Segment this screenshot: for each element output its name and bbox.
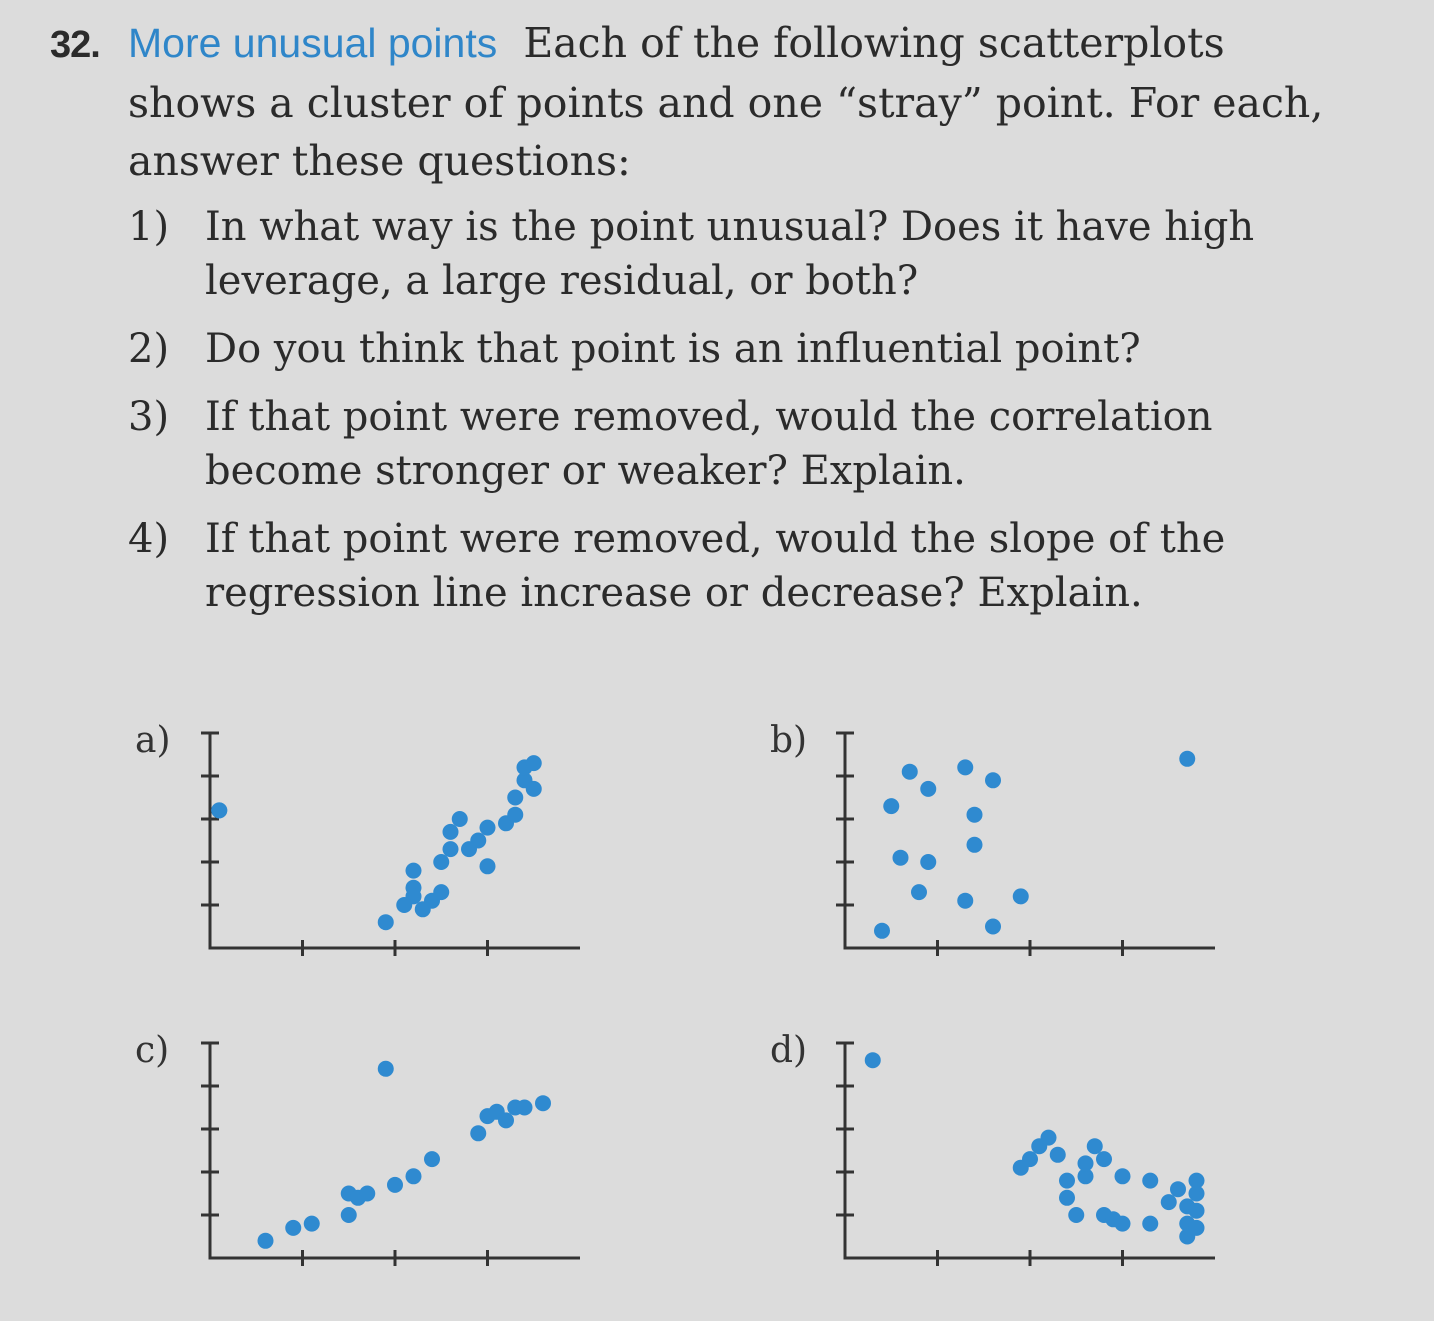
data-point	[304, 1216, 320, 1232]
data-point	[470, 1125, 486, 1141]
data-point	[1068, 1207, 1084, 1223]
data-point	[1189, 1220, 1205, 1236]
data-point	[507, 790, 523, 806]
axes	[845, 733, 1215, 948]
question-text: If that point were removed, would the slope of the regression line increase or decrease? Explain.	[205, 516, 1226, 616]
data-point	[396, 897, 412, 913]
axes	[845, 1043, 1215, 1258]
question-number: 2)	[128, 326, 170, 372]
data-point	[443, 841, 459, 857]
data-point	[985, 919, 1001, 935]
data-point	[507, 807, 523, 823]
data-point	[1041, 1130, 1057, 1146]
data-point	[985, 772, 1001, 788]
data-point	[341, 1207, 357, 1223]
data-point	[1161, 1194, 1177, 1210]
data-point	[902, 764, 918, 780]
question-text: If that point were removed, would the correlation become stronger or weaker? Explain.	[205, 394, 1213, 494]
data-point	[480, 820, 496, 836]
data-point	[498, 1112, 514, 1128]
plot-label: b)	[770, 720, 808, 761]
data-point	[1059, 1190, 1075, 1206]
question-text: Do you think that point is an influential point?	[205, 326, 1141, 372]
data-point	[480, 858, 496, 874]
data-point	[1142, 1216, 1158, 1232]
problem-heading	[50, 14, 1340, 190]
scatterplot-c	[130, 1030, 600, 1290]
data-point	[378, 914, 394, 930]
data-point	[1050, 1147, 1066, 1163]
plot-label: d)	[770, 1030, 808, 1071]
data-point	[433, 884, 449, 900]
data-point	[957, 893, 973, 909]
stray-point	[1179, 751, 1195, 767]
data-point	[517, 1100, 533, 1116]
question-list	[50, 200, 1340, 620]
data-point	[1189, 1203, 1205, 1219]
data-point	[406, 863, 422, 879]
data-point	[874, 923, 890, 939]
data-point	[535, 1095, 551, 1111]
data-point	[526, 781, 542, 797]
data-point	[1022, 1151, 1038, 1167]
data-point	[1115, 1216, 1131, 1232]
scatterplot-b	[765, 720, 1235, 980]
problem-intro: Each of the following scatterplots shows a cluster of points and one “stray” point. For each, answer these questions:	[128, 19, 1324, 185]
data-point	[526, 755, 542, 771]
problem-title: More unusual points	[128, 20, 498, 66]
data-point	[1142, 1173, 1158, 1189]
data-point	[443, 824, 459, 840]
question-item	[50, 200, 1340, 308]
data-point	[406, 1168, 422, 1184]
stray-point	[865, 1052, 881, 1068]
data-point	[285, 1220, 301, 1236]
question-number: 1)	[128, 204, 170, 250]
scatterplot-a	[130, 720, 600, 980]
data-point	[1078, 1155, 1094, 1171]
data-point	[359, 1186, 375, 1202]
data-point	[967, 837, 983, 853]
question-number: 3)	[128, 394, 170, 440]
plot-label: c)	[135, 1030, 170, 1071]
data-point	[1087, 1138, 1103, 1154]
data-point	[883, 798, 899, 814]
data-point	[920, 854, 936, 870]
data-point	[1013, 888, 1029, 904]
data-point	[433, 854, 449, 870]
problem-number: 32.	[50, 24, 100, 66]
data-point	[1115, 1168, 1131, 1184]
plot-label: a)	[135, 720, 171, 761]
data-point	[387, 1177, 403, 1193]
stray-point	[378, 1061, 394, 1077]
data-point	[893, 850, 909, 866]
data-point	[920, 781, 936, 797]
data-point	[452, 811, 468, 827]
data-point	[1189, 1186, 1205, 1202]
question-text: In what way is the point unusual? Does it have high leverage, a large residual, or both?	[205, 204, 1255, 304]
data-point	[957, 759, 973, 775]
data-point	[1096, 1151, 1112, 1167]
problem	[50, 14, 1340, 634]
question-item	[50, 322, 1340, 376]
question-number: 4)	[128, 516, 170, 562]
question-item	[50, 390, 1340, 498]
data-point	[1059, 1173, 1075, 1189]
axes	[210, 1043, 580, 1258]
data-point	[911, 884, 927, 900]
data-point	[967, 807, 983, 823]
data-point	[1170, 1181, 1186, 1197]
data-point	[424, 1151, 440, 1167]
data-point	[470, 833, 486, 849]
data-point	[258, 1233, 274, 1249]
question-item	[50, 512, 1340, 620]
stray-point	[211, 802, 227, 818]
scatterplot-d	[765, 1030, 1235, 1290]
